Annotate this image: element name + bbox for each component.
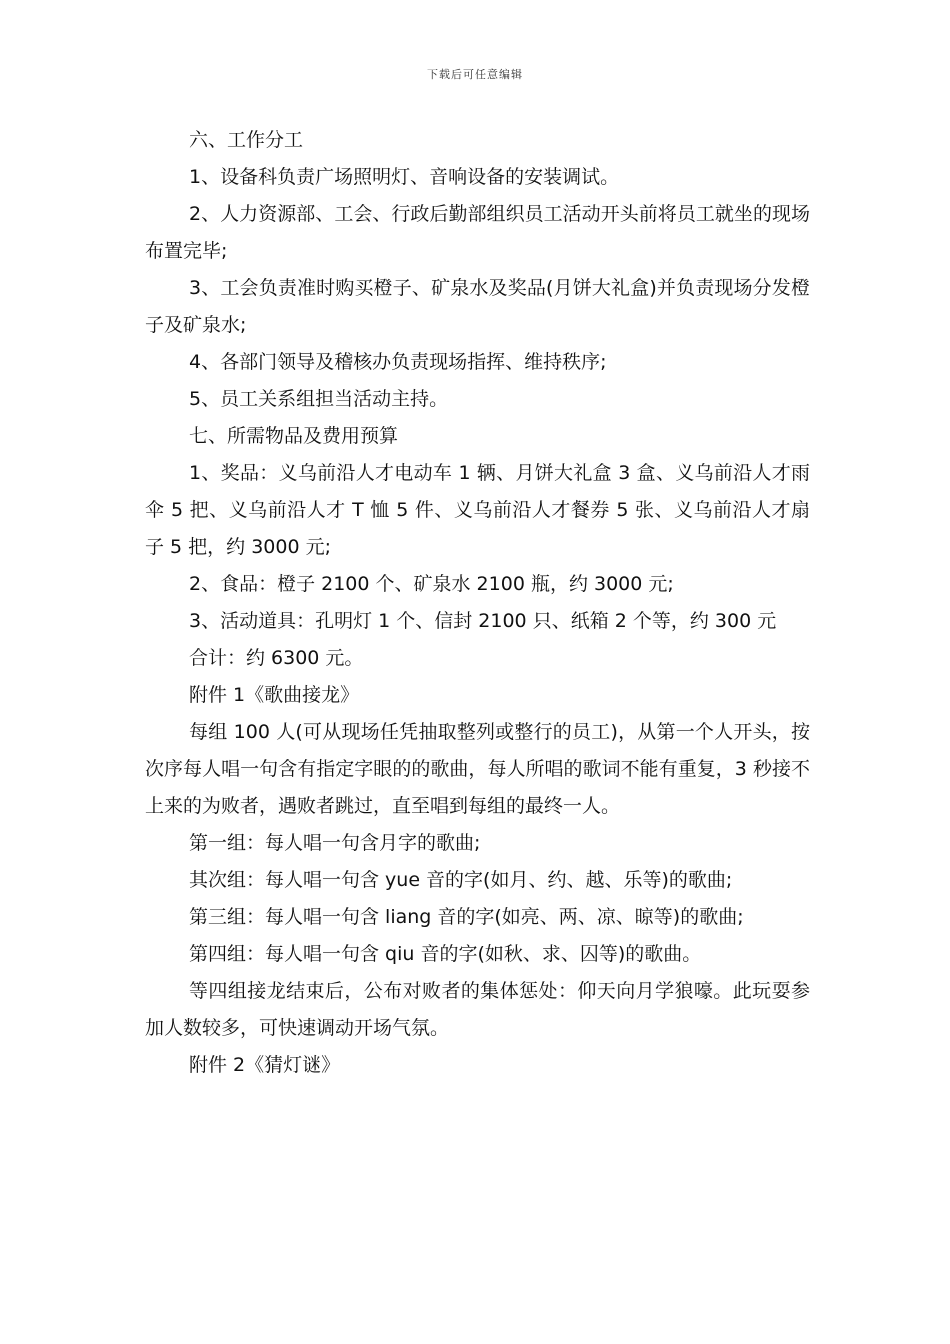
paragraph-item: 1、设备科负责广场照明灯、音响设备的安装调试。 [189,166,620,188]
paragraph-item: 3、工会负责准时购买橙子、矿泉水及奖品(月饼大礼盒)并负责现场分发橙子及矿泉水; [145,277,810,336]
paragraph-item: 3、活动道具：孔明灯 1 个、信封 2100 只、纸箱 2 个等，约 300 元 [189,610,777,632]
paragraph-item: 第四组：每人唱一句含 qiu 音的字(如秋、求、囚等)的歌曲。 [189,943,702,965]
paragraph-item: 2、人力资源部、工会、行政后勤部组织员工活动开头前将员工就坐的现场布置完毕; [145,203,810,262]
paragraph-item: 等四组接龙结束后，公布对败者的集体惩处：仰天向月学狼嚎。此玩耍参加人数较多，可快速调动开场气氛。 [145,980,810,1039]
paragraph-item: 5、员工关系组担当活动主持。 [189,388,449,410]
section-heading-budget: 七、所需物品及费用预算 [189,425,399,447]
paragraph-item: 4、各部门领导及稽核办负责现场指挥、维持秩序; [189,351,607,373]
paragraph-item: 第一组：每人唱一句含月字的歌曲; [189,832,481,854]
paragraph-item: 第三组：每人唱一句含 liang 音的字(如亮、两、凉、晾等)的歌曲; [189,906,744,928]
page-header: 下载后可任意编辑 [427,68,523,81]
document-body [145,122,810,1084]
paragraph-item: 2、食品：橙子 2100 个、矿泉水 2100 瓶，约 3000 元; [189,573,674,595]
attachment-1-title: 附件 1《歌曲接龙》 [189,684,360,706]
attachment-2-title: 附件 2《猜灯谜》 [189,1054,341,1076]
total-line: 合计：约 6300 元。 [189,647,364,669]
paragraph-item: 每组 100 人(可从现场任凭抽取整列或整行的员工)，从第一个人开头，按次序每人唱一句含有指定字眼的的歌曲，每人所唱的歌词不能有重复，3 秒接不上来的为败者，遇败者跳过，直至唱到每组的最终一人。 [145,721,810,817]
paragraph-item: 1、奖品：义乌前沿人才电动车 1 辆、月饼大礼盒 3 盒、义乌前沿人才雨伞 5 把、义乌前沿人才 T 恤 5 件、义乌前沿人才餐券 5 张、义乌前沿人才扇子 5 把，约 3000 元; [145,462,810,558]
paragraph-item: 其次组：每人唱一句含 yue 音的字(如月、约、越、乐等)的歌曲; [189,869,733,891]
section-heading-work-division: 六、工作分工 [189,129,304,151]
